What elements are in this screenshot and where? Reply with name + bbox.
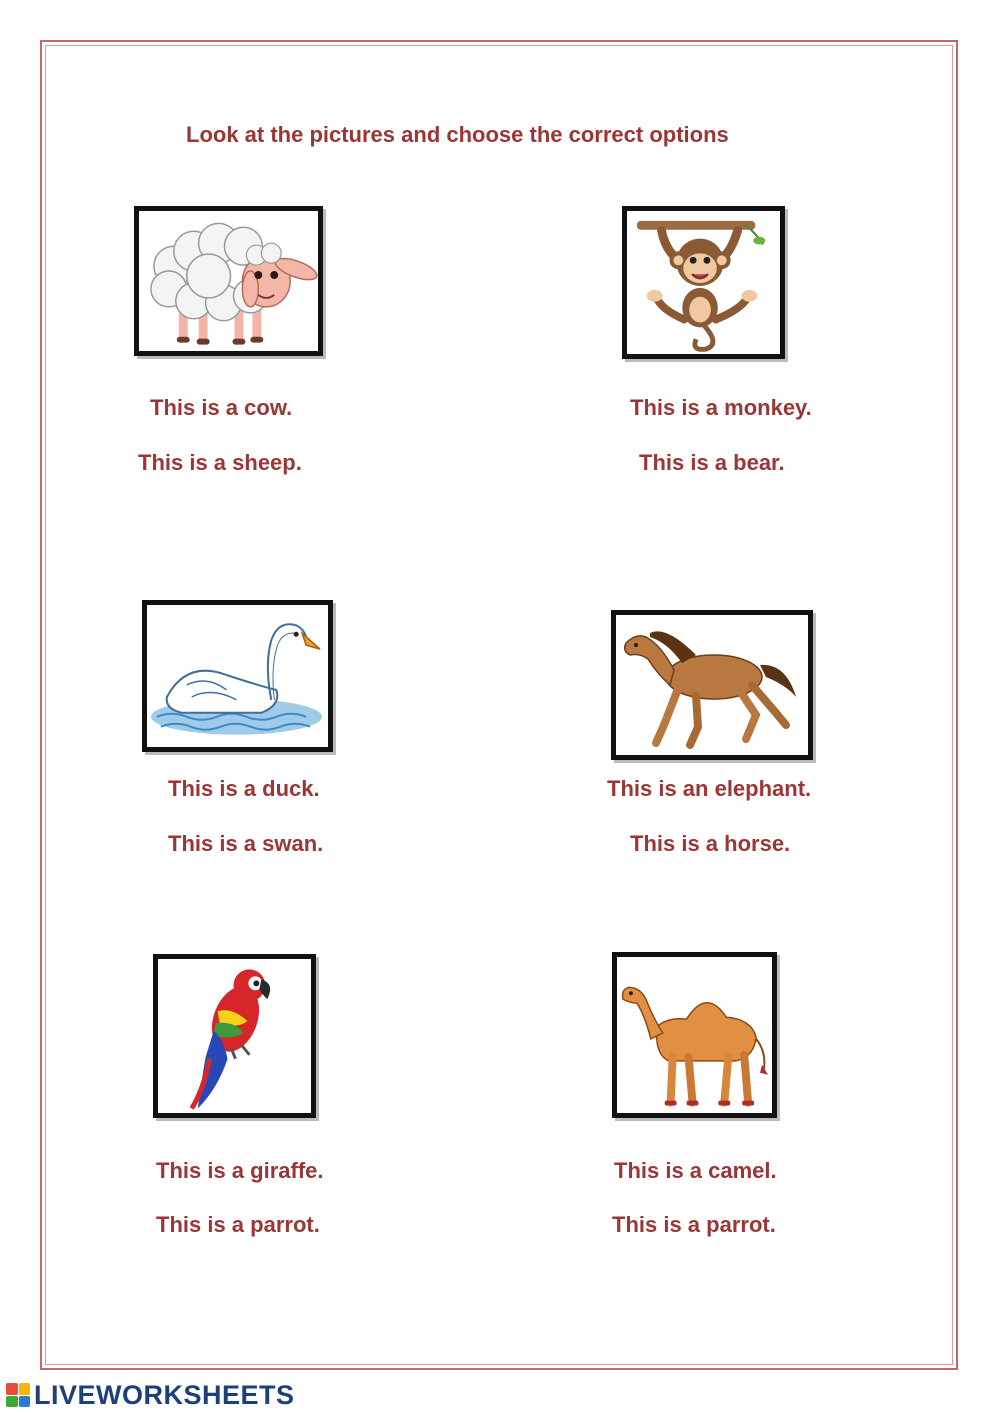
option-parrot-2[interactable]: This is a parrot. bbox=[156, 1212, 320, 1237]
liveworksheets-logo-icon bbox=[6, 1383, 30, 1407]
option-swan-1[interactable]: This is a duck. bbox=[168, 776, 320, 801]
horse-picture bbox=[611, 610, 813, 760]
horse-icon bbox=[616, 615, 808, 755]
camel-picture bbox=[612, 952, 777, 1118]
sheep-picture bbox=[134, 206, 323, 356]
swan-icon bbox=[147, 605, 328, 747]
camel-icon bbox=[617, 957, 772, 1113]
parrot-picture bbox=[153, 954, 316, 1118]
option-parrot-1[interactable]: This is a giraffe. bbox=[156, 1158, 324, 1183]
option-camel-2[interactable]: This is a parrot. bbox=[612, 1212, 776, 1237]
liveworksheets-logo bbox=[6, 1380, 295, 1410]
option-sheep-1[interactable]: This is a cow. bbox=[150, 395, 293, 420]
option-swan-2[interactable]: This is a swan. bbox=[168, 831, 324, 856]
monkey-icon bbox=[627, 211, 780, 354]
sheep-icon bbox=[139, 211, 318, 351]
option-monkey-1[interactable]: This is a monkey. bbox=[630, 395, 812, 420]
option-monkey-2[interactable]: This is a bear. bbox=[639, 450, 785, 475]
option-camel-1[interactable]: This is a camel. bbox=[614, 1158, 777, 1183]
option-horse-1[interactable]: This is an elephant. bbox=[607, 776, 812, 801]
monkey-picture bbox=[622, 206, 785, 359]
logo-text: LIVEWORKSHEETS bbox=[34, 1379, 295, 1410]
swan-picture bbox=[142, 600, 333, 752]
instruction-heading: Look at the pictures and choose the correct options bbox=[186, 122, 729, 147]
option-sheep-2[interactable]: This is a sheep. bbox=[138, 450, 302, 475]
option-horse-2[interactable]: This is a horse. bbox=[630, 831, 791, 856]
parrot-icon bbox=[158, 959, 311, 1113]
